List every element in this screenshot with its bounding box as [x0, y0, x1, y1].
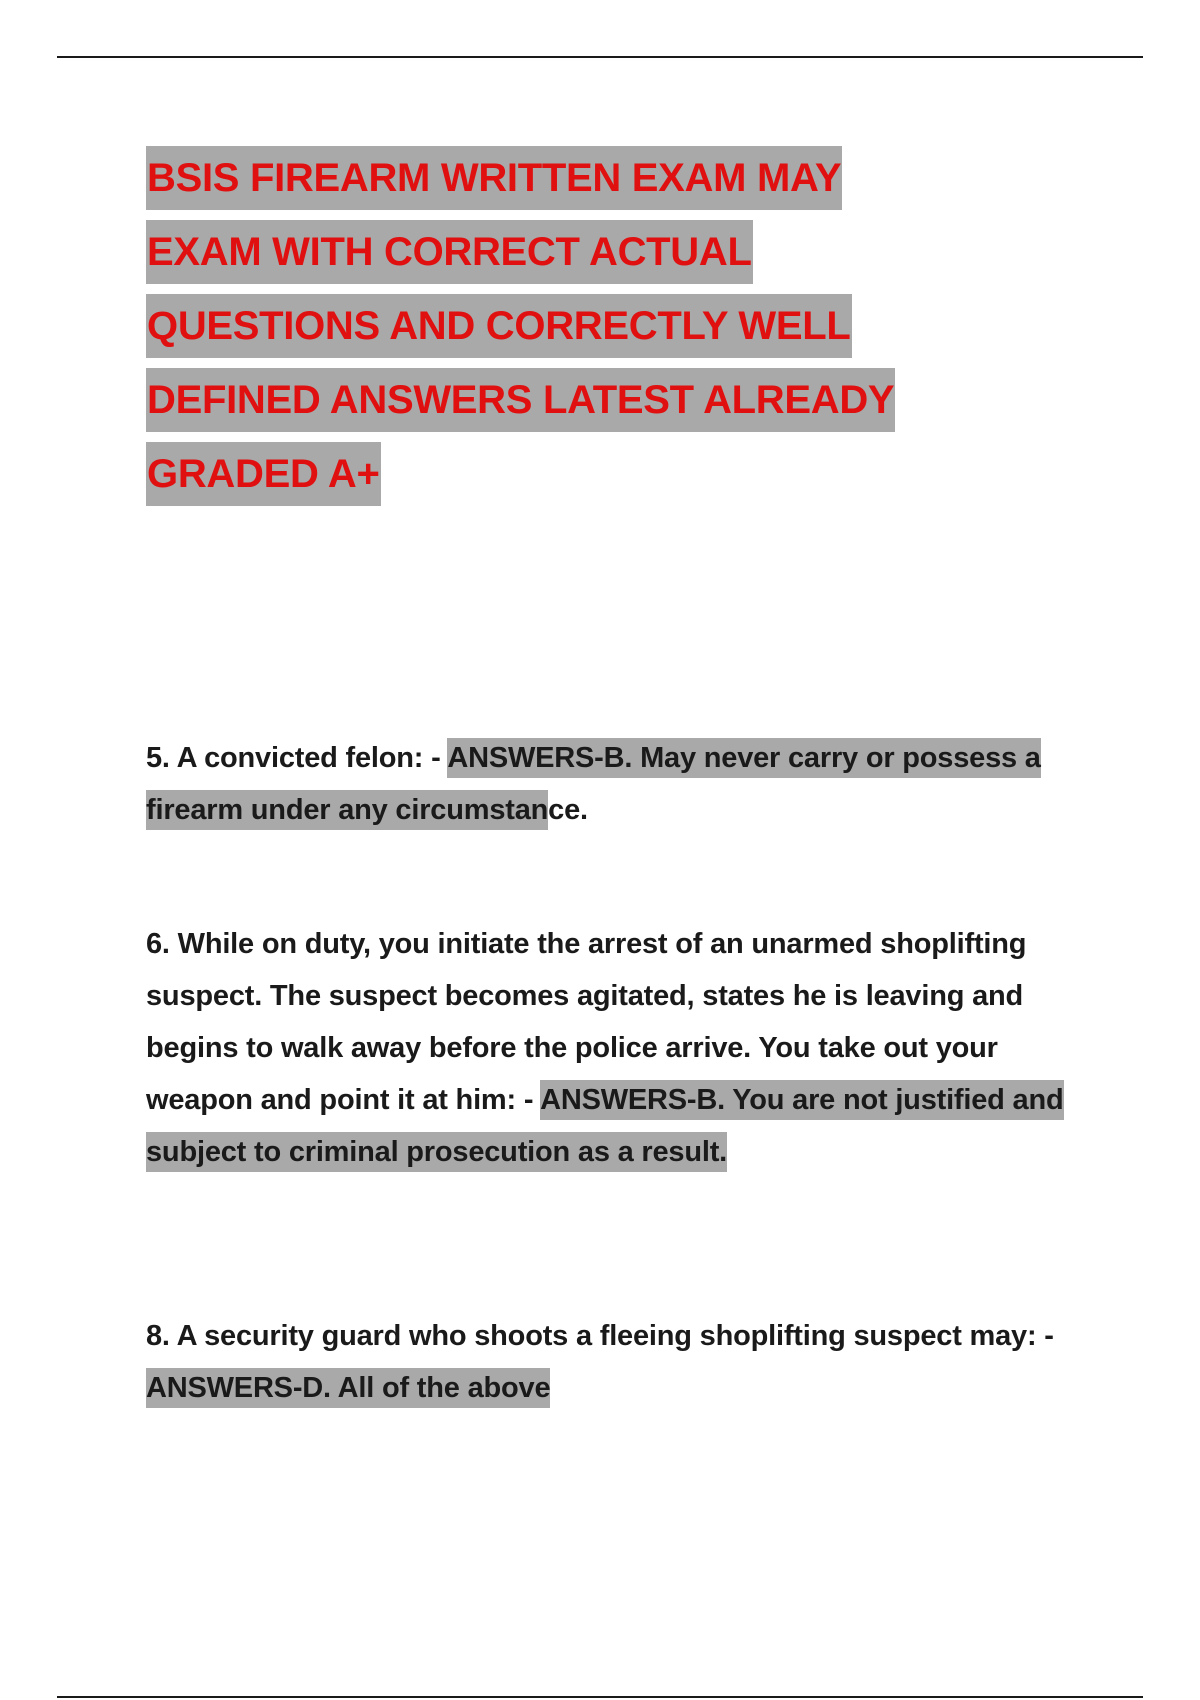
document-title — [146, 146, 1106, 516]
answer-highlight: ANSWERS-B. You are not justified and subject to criminal prosecution as a result. — [146, 1080, 1064, 1172]
question-item — [146, 1310, 1066, 1414]
question-item — [146, 732, 1066, 836]
title-line: DEFINED ANSWERS LATEST ALREADY — [146, 368, 895, 432]
answer-trailing-text: ce. — [548, 794, 588, 826]
title-line: BSIS FIREARM WRITTEN EXAM MAY — [146, 146, 842, 210]
question-text: 6. While on duty, you initiate the arrest of an unarmed shoplifting suspect. The suspect becomes agitated, states he is leaving and begins to walk away before the police arrive. You take out your weapon and point it at him: - — [146, 928, 1027, 1116]
question-text: 5. A convicted felon: - — [146, 742, 448, 774]
question-text: 8. A security guard who shoots a fleeing shoplifting suspect may: - — [146, 1320, 1054, 1352]
top-rule — [57, 56, 1143, 58]
title-line: QUESTIONS AND CORRECTLY WELL — [146, 294, 852, 358]
title-line: GRADED A+ — [146, 442, 381, 506]
title-line: EXAM WITH CORRECT ACTUAL — [146, 220, 753, 284]
answer-highlight: ANSWERS-D. All of the above — [146, 1368, 550, 1408]
answer-highlight: ANSWERS-B. May never carry or possess a firearm under any circumstan — [146, 738, 1041, 830]
question-item — [146, 918, 1066, 1178]
bottom-rule — [57, 1696, 1143, 1698]
